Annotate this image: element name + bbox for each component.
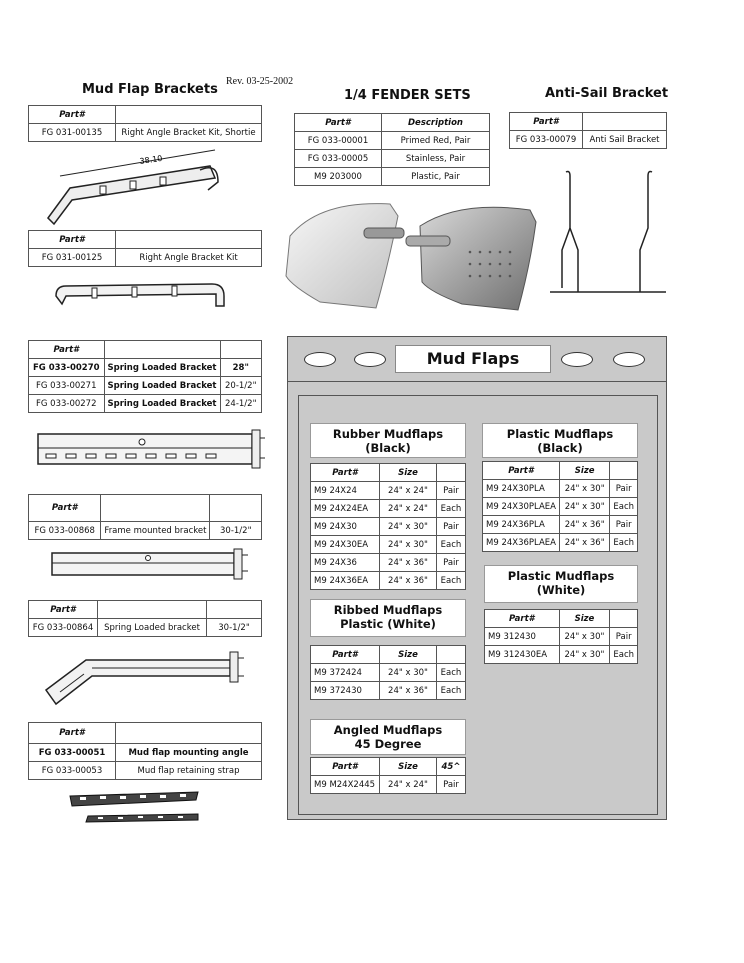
part-description: Right Angle Bracket Kit bbox=[116, 249, 262, 267]
spring-loaded-bracket-illustration bbox=[34, 428, 266, 472]
part-number: FG 031-00125 bbox=[29, 249, 116, 267]
table-row bbox=[311, 536, 466, 554]
part-size: 24" x 36" bbox=[380, 572, 437, 590]
part-unit: Each bbox=[610, 646, 638, 664]
part-size: 24" x 30" bbox=[559, 480, 609, 498]
col-part: Part# bbox=[483, 462, 560, 480]
angled-mudflaps-title bbox=[310, 719, 466, 755]
part-unit: Each bbox=[437, 572, 466, 590]
part-size: 24" x 36" bbox=[380, 554, 437, 572]
col-size: Size bbox=[380, 758, 437, 776]
table-row bbox=[311, 572, 466, 590]
part-size: 24" x 24" bbox=[380, 500, 437, 518]
table-row bbox=[295, 132, 490, 150]
part-number: FG 033-00864 bbox=[29, 619, 98, 637]
fender-sets-table bbox=[294, 113, 490, 186]
angled-mudflaps-table bbox=[310, 757, 466, 794]
mud-flaps-header bbox=[288, 337, 666, 382]
table-row bbox=[311, 518, 466, 536]
category-subtitle: 45 Degree bbox=[354, 737, 422, 751]
col-part: Part# bbox=[295, 114, 382, 132]
plastic-white-mudflaps-title bbox=[484, 565, 638, 603]
part-size: 24-1/2" bbox=[220, 395, 262, 413]
col-size: Size bbox=[380, 646, 437, 664]
part-description: Stainless, Pair bbox=[382, 150, 490, 168]
oval-decoration bbox=[561, 352, 593, 367]
table-row bbox=[311, 682, 466, 700]
part-number: M9 24X36PLAEA bbox=[483, 534, 560, 552]
mud-flaps-panel bbox=[287, 336, 667, 820]
ribbed-mudflaps-title bbox=[310, 599, 466, 637]
part-description: Plastic, Pair bbox=[382, 168, 490, 186]
right-angle-bracket-shortie-illustration bbox=[40, 148, 230, 230]
part-number: M9 372424 bbox=[311, 664, 380, 682]
oval-decoration bbox=[613, 352, 645, 367]
col-desc bbox=[101, 495, 210, 522]
part-description: Spring Loaded bracket bbox=[98, 619, 207, 637]
plastic-black-mudflaps-table bbox=[482, 461, 638, 552]
table-row bbox=[483, 516, 638, 534]
table-row bbox=[485, 628, 638, 646]
category-title: Angled Mudflaps bbox=[333, 723, 443, 737]
part-number: FG 033-00005 bbox=[295, 150, 382, 168]
part-number: FG 033-00053 bbox=[29, 762, 116, 780]
fender-sets-heading: 1/4 FENDER SETS bbox=[344, 88, 471, 103]
col-desc bbox=[98, 601, 207, 619]
table-row bbox=[29, 249, 262, 267]
part-size: 30-1/2" bbox=[207, 619, 262, 637]
part-unit: Pair bbox=[437, 482, 466, 500]
bracket-table-2 bbox=[28, 230, 262, 267]
bracket-table-4 bbox=[28, 494, 262, 540]
table-row bbox=[29, 522, 262, 540]
col-part: Part# bbox=[29, 231, 116, 249]
part-unit: Each bbox=[437, 682, 466, 700]
part-number: M9 M24X2445 bbox=[311, 776, 380, 794]
part-unit: Pair bbox=[610, 516, 638, 534]
col-part: Part# bbox=[311, 464, 380, 482]
part-size: 24" x 24" bbox=[380, 776, 437, 794]
col-part: Part# bbox=[510, 113, 583, 131]
part-description: Spring Loaded Bracket bbox=[104, 377, 220, 395]
part-size: 24" x 36" bbox=[380, 682, 437, 700]
col-desc bbox=[583, 113, 667, 131]
part-number: FG 033-00001 bbox=[295, 132, 382, 150]
part-number: FG 033-00270 bbox=[29, 359, 105, 377]
category-subtitle: (White) bbox=[536, 583, 586, 597]
part-number: FG 031-00135 bbox=[29, 124, 116, 142]
part-description: Anti Sail Bracket bbox=[583, 131, 667, 149]
part-number: M9 24X30PLA bbox=[483, 480, 560, 498]
col-size bbox=[207, 601, 262, 619]
part-description: Right Angle Bracket Kit, Shortie bbox=[116, 124, 262, 142]
part-number: M9 203000 bbox=[295, 168, 382, 186]
col-unit bbox=[610, 462, 638, 480]
bracket-table-5 bbox=[28, 600, 262, 637]
plastic-black-mudflaps-title bbox=[482, 423, 638, 458]
part-unit: Each bbox=[437, 536, 466, 554]
part-number: M9 312430EA bbox=[485, 646, 560, 664]
part-size: 24" x 36" bbox=[559, 534, 609, 552]
table-row bbox=[311, 482, 466, 500]
part-number: FG 033-00272 bbox=[29, 395, 105, 413]
table-row bbox=[483, 534, 638, 552]
part-unit: Pair bbox=[610, 480, 638, 498]
col-desc: Description bbox=[382, 114, 490, 132]
col-desc bbox=[116, 106, 262, 124]
part-number: FG 033-00868 bbox=[29, 522, 101, 540]
part-description: Primed Red, Pair bbox=[382, 132, 490, 150]
table-row bbox=[483, 498, 638, 516]
part-size: 24" x 24" bbox=[380, 482, 437, 500]
part-size: 20-1/2" bbox=[220, 377, 262, 395]
part-size: 24" x 30" bbox=[380, 518, 437, 536]
part-number: M9 24X30PLAEA bbox=[483, 498, 560, 516]
category-title: Ribbed Mudflaps bbox=[333, 603, 443, 617]
part-unit: Pair bbox=[437, 518, 466, 536]
category-title: Plastic Mudflaps bbox=[507, 569, 615, 583]
bracket-table-1 bbox=[28, 105, 262, 142]
part-unit: Each bbox=[610, 498, 638, 516]
mounting-angle-strap-illustration bbox=[66, 790, 202, 828]
part-number: FG 033-00079 bbox=[510, 131, 583, 149]
part-number: M9 24X30 bbox=[311, 518, 380, 536]
col-part: Part# bbox=[29, 723, 116, 744]
table-row bbox=[29, 359, 262, 377]
table-row bbox=[483, 480, 638, 498]
rubber-mudflaps-table bbox=[310, 463, 466, 590]
table-row bbox=[311, 776, 466, 794]
part-size: 24" x 30" bbox=[380, 664, 437, 682]
col-desc bbox=[116, 723, 262, 744]
table-row bbox=[29, 744, 262, 762]
bracket-table-3 bbox=[28, 340, 262, 413]
part-number: M9 24X36EA bbox=[311, 572, 380, 590]
category-title: Plastic Mudflaps bbox=[506, 427, 614, 441]
col-part: Part# bbox=[311, 646, 380, 664]
part-unit: Pair bbox=[437, 554, 466, 572]
anti-sail-heading: Anti-Sail Bracket bbox=[545, 86, 669, 101]
part-number: FG 033-00271 bbox=[29, 377, 105, 395]
col-part: Part# bbox=[29, 601, 98, 619]
part-size: 24" x 30" bbox=[559, 628, 610, 646]
table-row bbox=[29, 619, 262, 637]
table-row bbox=[29, 395, 262, 413]
dimension-label: 38.10 bbox=[139, 153, 163, 166]
angled-spring-bracket-illustration bbox=[40, 646, 246, 710]
part-unit: Each bbox=[437, 500, 466, 518]
col-unit bbox=[437, 646, 466, 664]
plastic-white-mudflaps-table bbox=[484, 609, 638, 664]
part-description: Spring Loaded Bracket bbox=[104, 359, 220, 377]
col-part: Part# bbox=[29, 495, 101, 522]
col-size: Size bbox=[559, 610, 610, 628]
part-size: 24" x 36" bbox=[559, 516, 609, 534]
rubber-mudflaps-title bbox=[310, 423, 466, 458]
table-row bbox=[29, 124, 262, 142]
category-title: Rubber Mudflaps bbox=[332, 427, 444, 441]
table-row bbox=[29, 377, 262, 395]
part-number: M9 24X24EA bbox=[311, 500, 380, 518]
bracket-table-6 bbox=[28, 722, 262, 780]
col-size bbox=[220, 341, 262, 359]
col-part: Part# bbox=[485, 610, 560, 628]
part-number: M9 24X36PLA bbox=[483, 516, 560, 534]
part-unit: Pair bbox=[437, 776, 466, 794]
part-number: M9 24X30EA bbox=[311, 536, 380, 554]
table-row bbox=[29, 762, 262, 780]
part-description: Mud flap mounting angle bbox=[116, 744, 262, 762]
table-row bbox=[510, 131, 667, 149]
col-part: Part# bbox=[29, 106, 116, 124]
part-number: M9 312430 bbox=[485, 628, 560, 646]
revision-label: Rev. 03-25-2002 bbox=[226, 76, 294, 87]
category-subtitle: Plastic (White) bbox=[340, 617, 436, 631]
col-part: Part# bbox=[311, 758, 380, 776]
anti-sail-bracket-illustration bbox=[548, 168, 668, 298]
col-desc bbox=[116, 231, 262, 249]
part-number: FG 033-00051 bbox=[29, 744, 116, 762]
anti-sail-table bbox=[509, 112, 667, 149]
part-number: M9 24X36 bbox=[311, 554, 380, 572]
part-description: Mud flap retaining strap bbox=[116, 762, 262, 780]
table-row bbox=[295, 150, 490, 168]
col-size bbox=[210, 495, 262, 522]
col-unit bbox=[610, 610, 638, 628]
part-unit: Each bbox=[610, 534, 638, 552]
right-angle-bracket-illustration bbox=[52, 276, 232, 316]
table-row bbox=[295, 168, 490, 186]
part-size: 24" x 30" bbox=[559, 498, 609, 516]
oval-decoration bbox=[354, 352, 386, 367]
part-unit: Pair bbox=[610, 628, 638, 646]
part-size: 30-1/2" bbox=[210, 522, 262, 540]
category-subtitle: (Black) bbox=[365, 441, 411, 455]
oval-decoration bbox=[304, 352, 336, 367]
table-row bbox=[311, 500, 466, 518]
fender-sets-illustration bbox=[280, 196, 544, 320]
col-desc bbox=[104, 341, 220, 359]
part-description: Frame mounted bracket bbox=[101, 522, 210, 540]
table-row bbox=[311, 554, 466, 572]
col-part: Part# bbox=[29, 341, 105, 359]
part-size: 28" bbox=[220, 359, 262, 377]
col-size: Size bbox=[380, 464, 437, 482]
mud-flaps-title: Mud Flaps bbox=[395, 345, 551, 373]
part-size: 24" x 30" bbox=[380, 536, 437, 554]
part-unit: Each bbox=[437, 664, 466, 682]
frame-mounted-bracket-illustration bbox=[48, 545, 250, 583]
category-subtitle: (Black) bbox=[537, 441, 583, 455]
part-size: 24" x 30" bbox=[559, 646, 610, 664]
table-row bbox=[311, 664, 466, 682]
part-number: M9 24X24 bbox=[311, 482, 380, 500]
col-unit bbox=[437, 464, 466, 482]
ribbed-mudflaps-table bbox=[310, 645, 466, 700]
mud-flap-brackets-heading: Mud Flap Brackets bbox=[82, 82, 218, 97]
part-number: M9 372430 bbox=[311, 682, 380, 700]
part-description: Spring Loaded Bracket bbox=[104, 395, 220, 413]
col-size: Size bbox=[559, 462, 609, 480]
table-row bbox=[485, 646, 638, 664]
col-angle: 45^ bbox=[437, 758, 466, 776]
